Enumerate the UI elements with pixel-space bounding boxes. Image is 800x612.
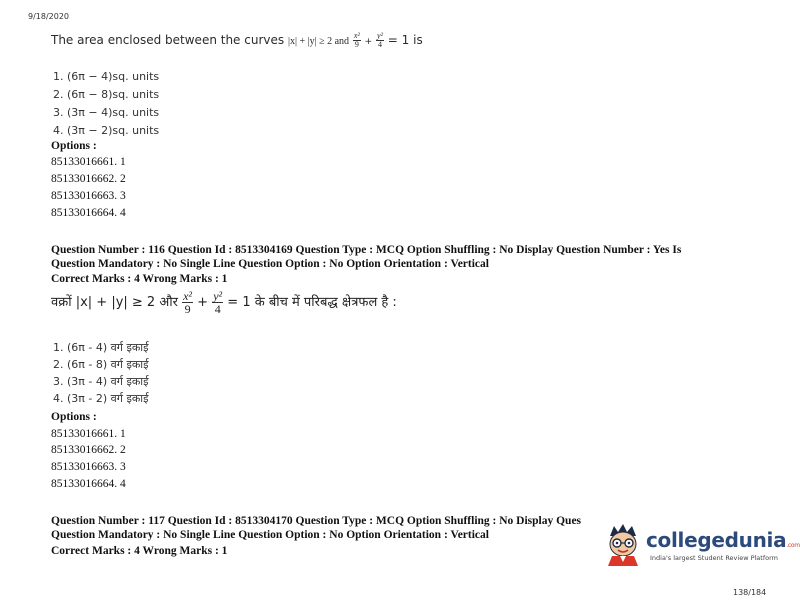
option-id: 85133016662. 2 bbox=[51, 444, 126, 456]
option-id: 85133016661. 1 bbox=[51, 428, 126, 440]
option-4: 4. (3π - 2) वर्ग इकाई bbox=[53, 392, 149, 405]
fraction-numerator: y² bbox=[377, 31, 383, 40]
question-115-stem bbox=[51, 32, 423, 49]
option-1: 1. (6π − 4)sq. units bbox=[53, 70, 160, 83]
question-117-meta-line1: Question Number : 117 Question Id : 8513304170 Question Type : MCQ Option Shuffling : No Display Ques bbox=[51, 515, 582, 527]
print-date: 9/18/2020 bbox=[28, 12, 70, 21]
stem-abs-expr: |x| + |y| ≥ 2 and bbox=[287, 36, 350, 47]
page-number: 138/184 bbox=[733, 588, 767, 597]
fraction-numerator: x² bbox=[183, 289, 193, 303]
option-3: 3. (3π - 4) वर्ग इकाई bbox=[53, 375, 149, 388]
option-id: 85133016663. 3 bbox=[51, 461, 126, 473]
plus-sign: + bbox=[364, 37, 373, 47]
option-2: 2. (6π − 8)sq. units bbox=[53, 88, 160, 101]
fraction-denominator: 9 bbox=[184, 302, 191, 316]
option-id: 85133016664. 4 bbox=[51, 478, 126, 490]
plus-sign: + bbox=[197, 295, 209, 310]
fraction-denominator: 9 bbox=[354, 40, 359, 49]
option-id: 85133016661. 1 bbox=[51, 156, 126, 168]
fraction-x2-over-9 bbox=[353, 32, 361, 49]
option-2: 2. (6π - 8) वर्ग इकाई bbox=[53, 358, 149, 371]
question-116-meta-line1: Question Number : 116 Question Id : 8513304169 Question Type : MCQ Option Shuffling : No Display Question Number : Yes Is bbox=[51, 244, 682, 256]
option-id: 85133016664. 4 bbox=[51, 207, 126, 219]
option-id: 85133016663. 3 bbox=[51, 190, 126, 202]
stem-prefix: The area enclosed between the curves bbox=[51, 33, 285, 47]
fraction-numerator: y² bbox=[213, 289, 223, 303]
stem-prefix: वक्रों |x| + |y| ≥ 2 और bbox=[51, 295, 178, 310]
stem-suffix: = 1 के बीच में परिबद्ध क्षेत्रफल है : bbox=[227, 295, 397, 310]
fraction-x2-over-9 bbox=[182, 290, 193, 315]
logo-tagline: India's largest Student Review Platform bbox=[650, 554, 778, 562]
logo-name: collegedunia bbox=[646, 528, 787, 552]
option-id: 85133016662. 2 bbox=[51, 173, 126, 185]
option-1: 1. (6π - 4) वर्ग इकाई bbox=[53, 341, 149, 354]
question-116-stem-hindi bbox=[51, 290, 397, 315]
collegedunia-logo-text bbox=[646, 528, 800, 552]
option-4: 4. (3π − 2)sq. units bbox=[53, 124, 160, 137]
fraction-y2-over-4 bbox=[212, 290, 223, 315]
question-117-marks: Correct Marks : 4 Wrong Marks : 1 bbox=[51, 545, 228, 557]
stem-suffix: = 1 is bbox=[387, 33, 423, 47]
option-3: 3. (3π − 4)sq. units bbox=[53, 106, 160, 119]
fraction-denominator: 4 bbox=[214, 302, 221, 316]
options-heading: Options : bbox=[51, 411, 97, 423]
logo-suffix: .com bbox=[786, 542, 800, 549]
options-heading: Options : bbox=[51, 140, 97, 152]
question-116-marks: Correct Marks : 4 Wrong Marks : 1 bbox=[51, 273, 228, 285]
collegedunia-mascot-icon bbox=[604, 522, 642, 566]
fraction-y2-over-4 bbox=[376, 32, 384, 49]
question-117-meta-line2: Question Mandatory : No Single Line Question Option : No Option Orientation : Vertical bbox=[51, 529, 489, 541]
fraction-denominator: 4 bbox=[377, 40, 382, 49]
question-116-meta-line2: Question Mandatory : No Single Line Question Option : No Option Orientation : Vertical bbox=[51, 258, 489, 270]
fraction-numerator: x² bbox=[353, 31, 360, 40]
